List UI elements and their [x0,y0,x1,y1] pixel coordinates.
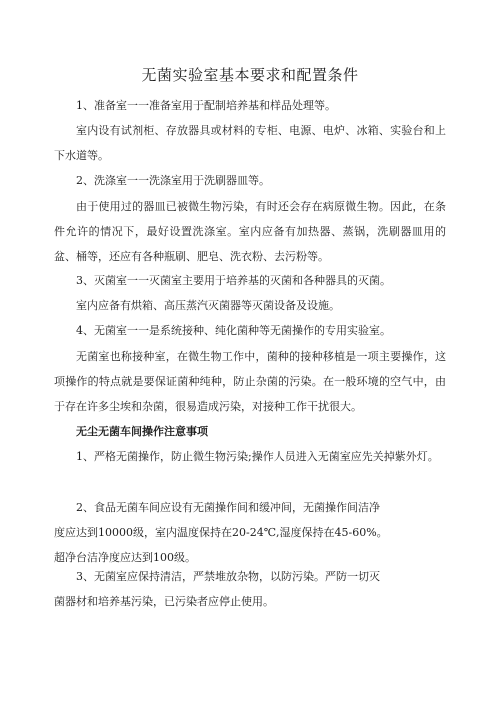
paragraph-12: 超净台洁净度应达到100级。 [54,551,196,564]
section-heading: 无尘无菌车间操作注意事项 [76,425,208,438]
paragraph-10: 2、食品无菌车间应设有无菌操作间和缓冲间，无菌操作间洁净 [76,501,380,514]
paragraph-6: 室内应备有烘箱、高压蒸汽灭菌器等灭菌设备及设施。 [76,299,340,312]
paragraph-7: 4、无菌室一一是系统接种、纯化菌种等无菌操作的专用实验室。 [76,324,391,337]
paragraph-3: 2、洗涤室一一洗涤室用于洗刷器皿等。 [76,174,270,187]
paragraph-9: 1、严格无菌操作，防止微生物污染;操作人员进入无菌室应先关掉紫外灯。 [76,450,439,463]
paragraph-8: 无菌室也称接种室，在微生物工作中，菌种的接种移植是一项主要操作，这项操作的特点就是要保证菌种纯种，防止杂菌的污染。在一般环境的空气中，由于存在许多尘埃和杂菌，很易造成污染，对接种工作干扰很大。 [54,350,446,413]
paragraph-1: 1、准备室一一准备室用于配制培养基和样品处理等。 [76,99,336,112]
paragraph-4: 由于使用过的器皿已被微生物污染，有时还会存在病原微生物。因此，在条件允许的情况下，最好设置洗涤室。室内应备有加热器、蒸锅，洗刷器皿用的盆、桶等，还应有各种瓶刷、肥皂、洗衣粉、去污粉等。 [54,200,446,263]
paragraph-2: 室内设有试剂柜、存放器具或材料的专柜、电源、电炉、冰箱、实验台和上下水道等。 [54,124,446,162]
document-title: 无菌实验室基本要求和配置条件 [141,66,359,84]
paragraph-11: 度应达到10000级，室内温度保持在20-24℃,湿度保持在45-60%。 [54,526,388,539]
paragraph-13: 3、无菌室应保持清洁，严禁堆放杂物，以防污染。严防一切灭 [76,570,380,583]
paragraph-14: 菌器材和培养基污染，已污染者应停止使用。 [54,595,274,608]
paragraph-5: 3、灭菌室一一灭菌室主要用于培养基的灭菌和各种器具的灭菌。 [76,274,391,287]
